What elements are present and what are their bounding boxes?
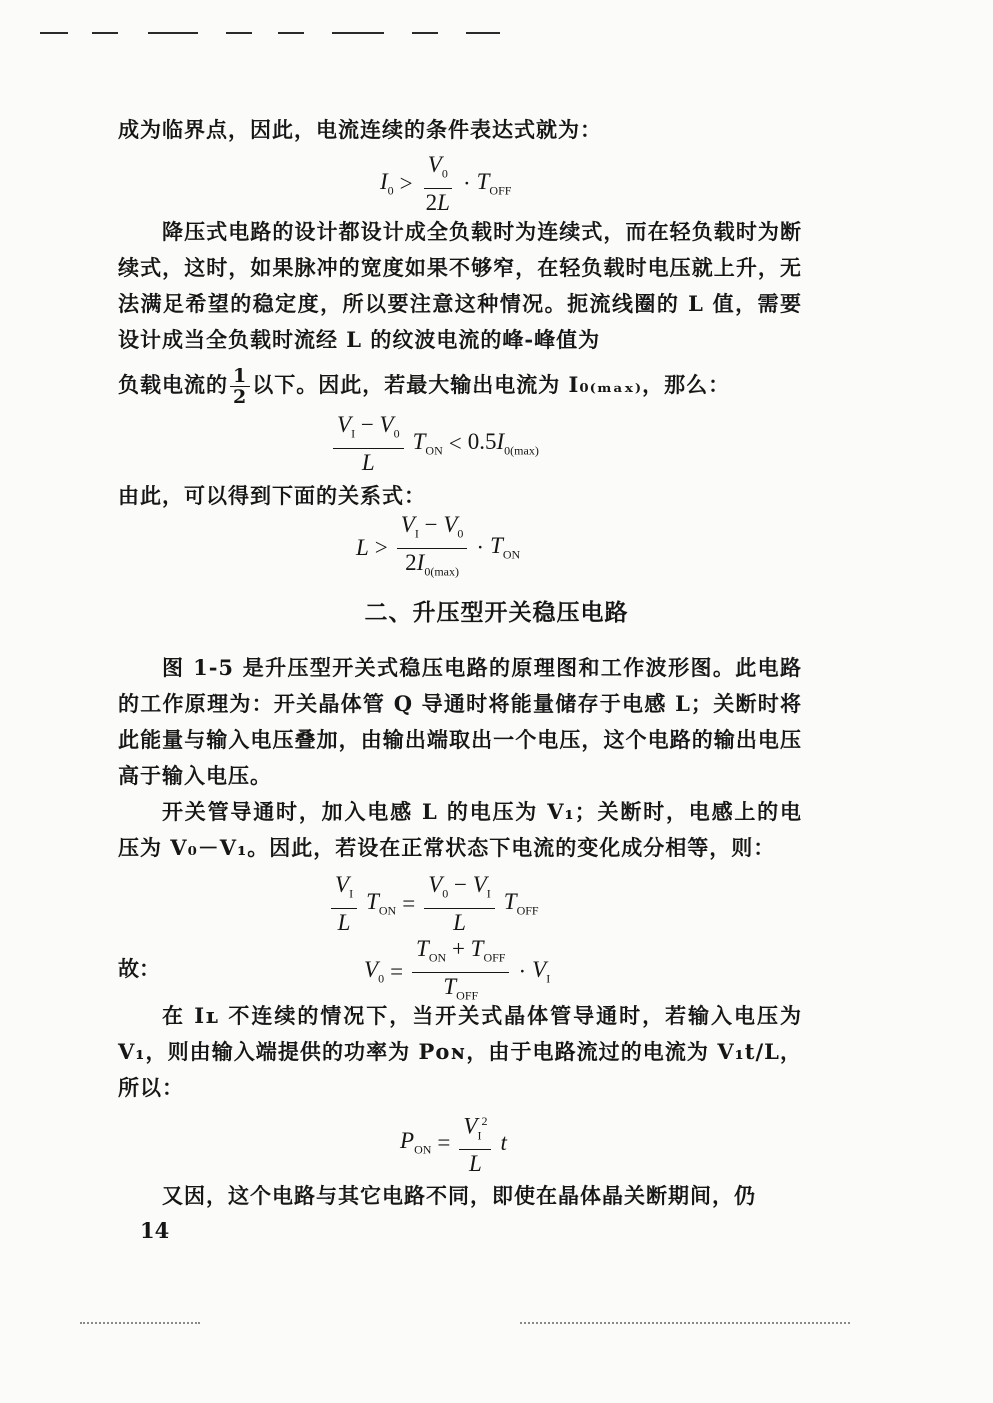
paragraph-ripple-limit: 负载电流的 $\frac{1}{2}$ 以下。因此，若最大输出电流为 I₀₍ₘₐₓ₎，那么： [118,365,731,408]
top-dash-rule [40,32,500,36]
paragraph-relation-intro: 由此，可以得到下面的关系式： [118,483,426,508]
formula-ripple-inequality: $\frac{V_I - V_0}{L}$ $T_{ON}$ < $0.5I_{0(max)}$ [330,412,539,476]
paragraph-boost-principle: 图 1-5 是升压型开关式稳压电路的原理图和工作波形图。此电路的工作原理为：开关晶体管 Q 导通时将能量储存于电感 L；关断时将此能量与输入电压叠加，由输出端取出一个电压，这个电路的输出电压高于输入电压。 [118,655,802,788]
formula-continuity: $I_0$ > $\frac{V_0}{2L}$ · $T_{OFF}$ [380,152,512,215]
paragraph-switch-voltage: 开关管导通时，加入电感 L 的电压为 V₁；关断时，电感上的电压为 V₀－V₁。因此，若设在正常状态下电流的变化成分相等，则： [118,799,802,860]
paragraph-discontinuous-power: 在 Iʟ 不连续的情况下，当开关式晶体管导通时，若输入电压为 V₁，则由输入端提供的功率为 Pᴏɴ，由于电路流过的电流为 V₁t/L，所以： [118,1003,802,1100]
paragraph-continuity-condition: 成为临界点，因此，电流连续的条件表达式就为： [118,117,602,142]
paragraph-buck-design: 降压式电路的设计都设计成全负载时为连续式，而在轻负载时为断续式，这时，如果脉冲的宽度如果不够窄，在轻负载时电压就上升，无法满足希望的稳定度，所以要注意这种情况。扼流线圈的 L 值，需要设计成当全负载时流经 L 的纹波电流的峰-峰值为 [118,219,802,352]
formula-output-voltage: $V_0$ = $\frac{T_{ON} + T_{OFF}}{T_{OFF}}$ · $V_I$ [364,936,551,1003]
page-number: 14 [140,1218,170,1243]
label-therefore: 故： [118,956,160,981]
paragraph-continued: 又因，这个电路与其它电路不同，即使在晶体晶关断期间，仍 [162,1183,756,1208]
formula-volt-second-balance: $\frac{V_I}{L}$ $T_{ON}$ = $\frac{V_0 - V_I}{L}$ $T_{OFF}$ [328,872,539,936]
section-heading: 二、升压型开关稳压电路 [364,600,629,626]
scan-artifact-right [520,1322,850,1326]
formula-inductance: L > $\frac{V_I - V_0}{2I_{0(max)}}$ · $T_{ON}$ [356,512,521,579]
formula-input-power: $P_{ON}$ = $\frac{V_I^2}{L}$ t [400,1108,507,1177]
fraction-one-half: $\frac{1}{2}$ [230,366,250,407]
scan-artifact-left [80,1322,200,1326]
